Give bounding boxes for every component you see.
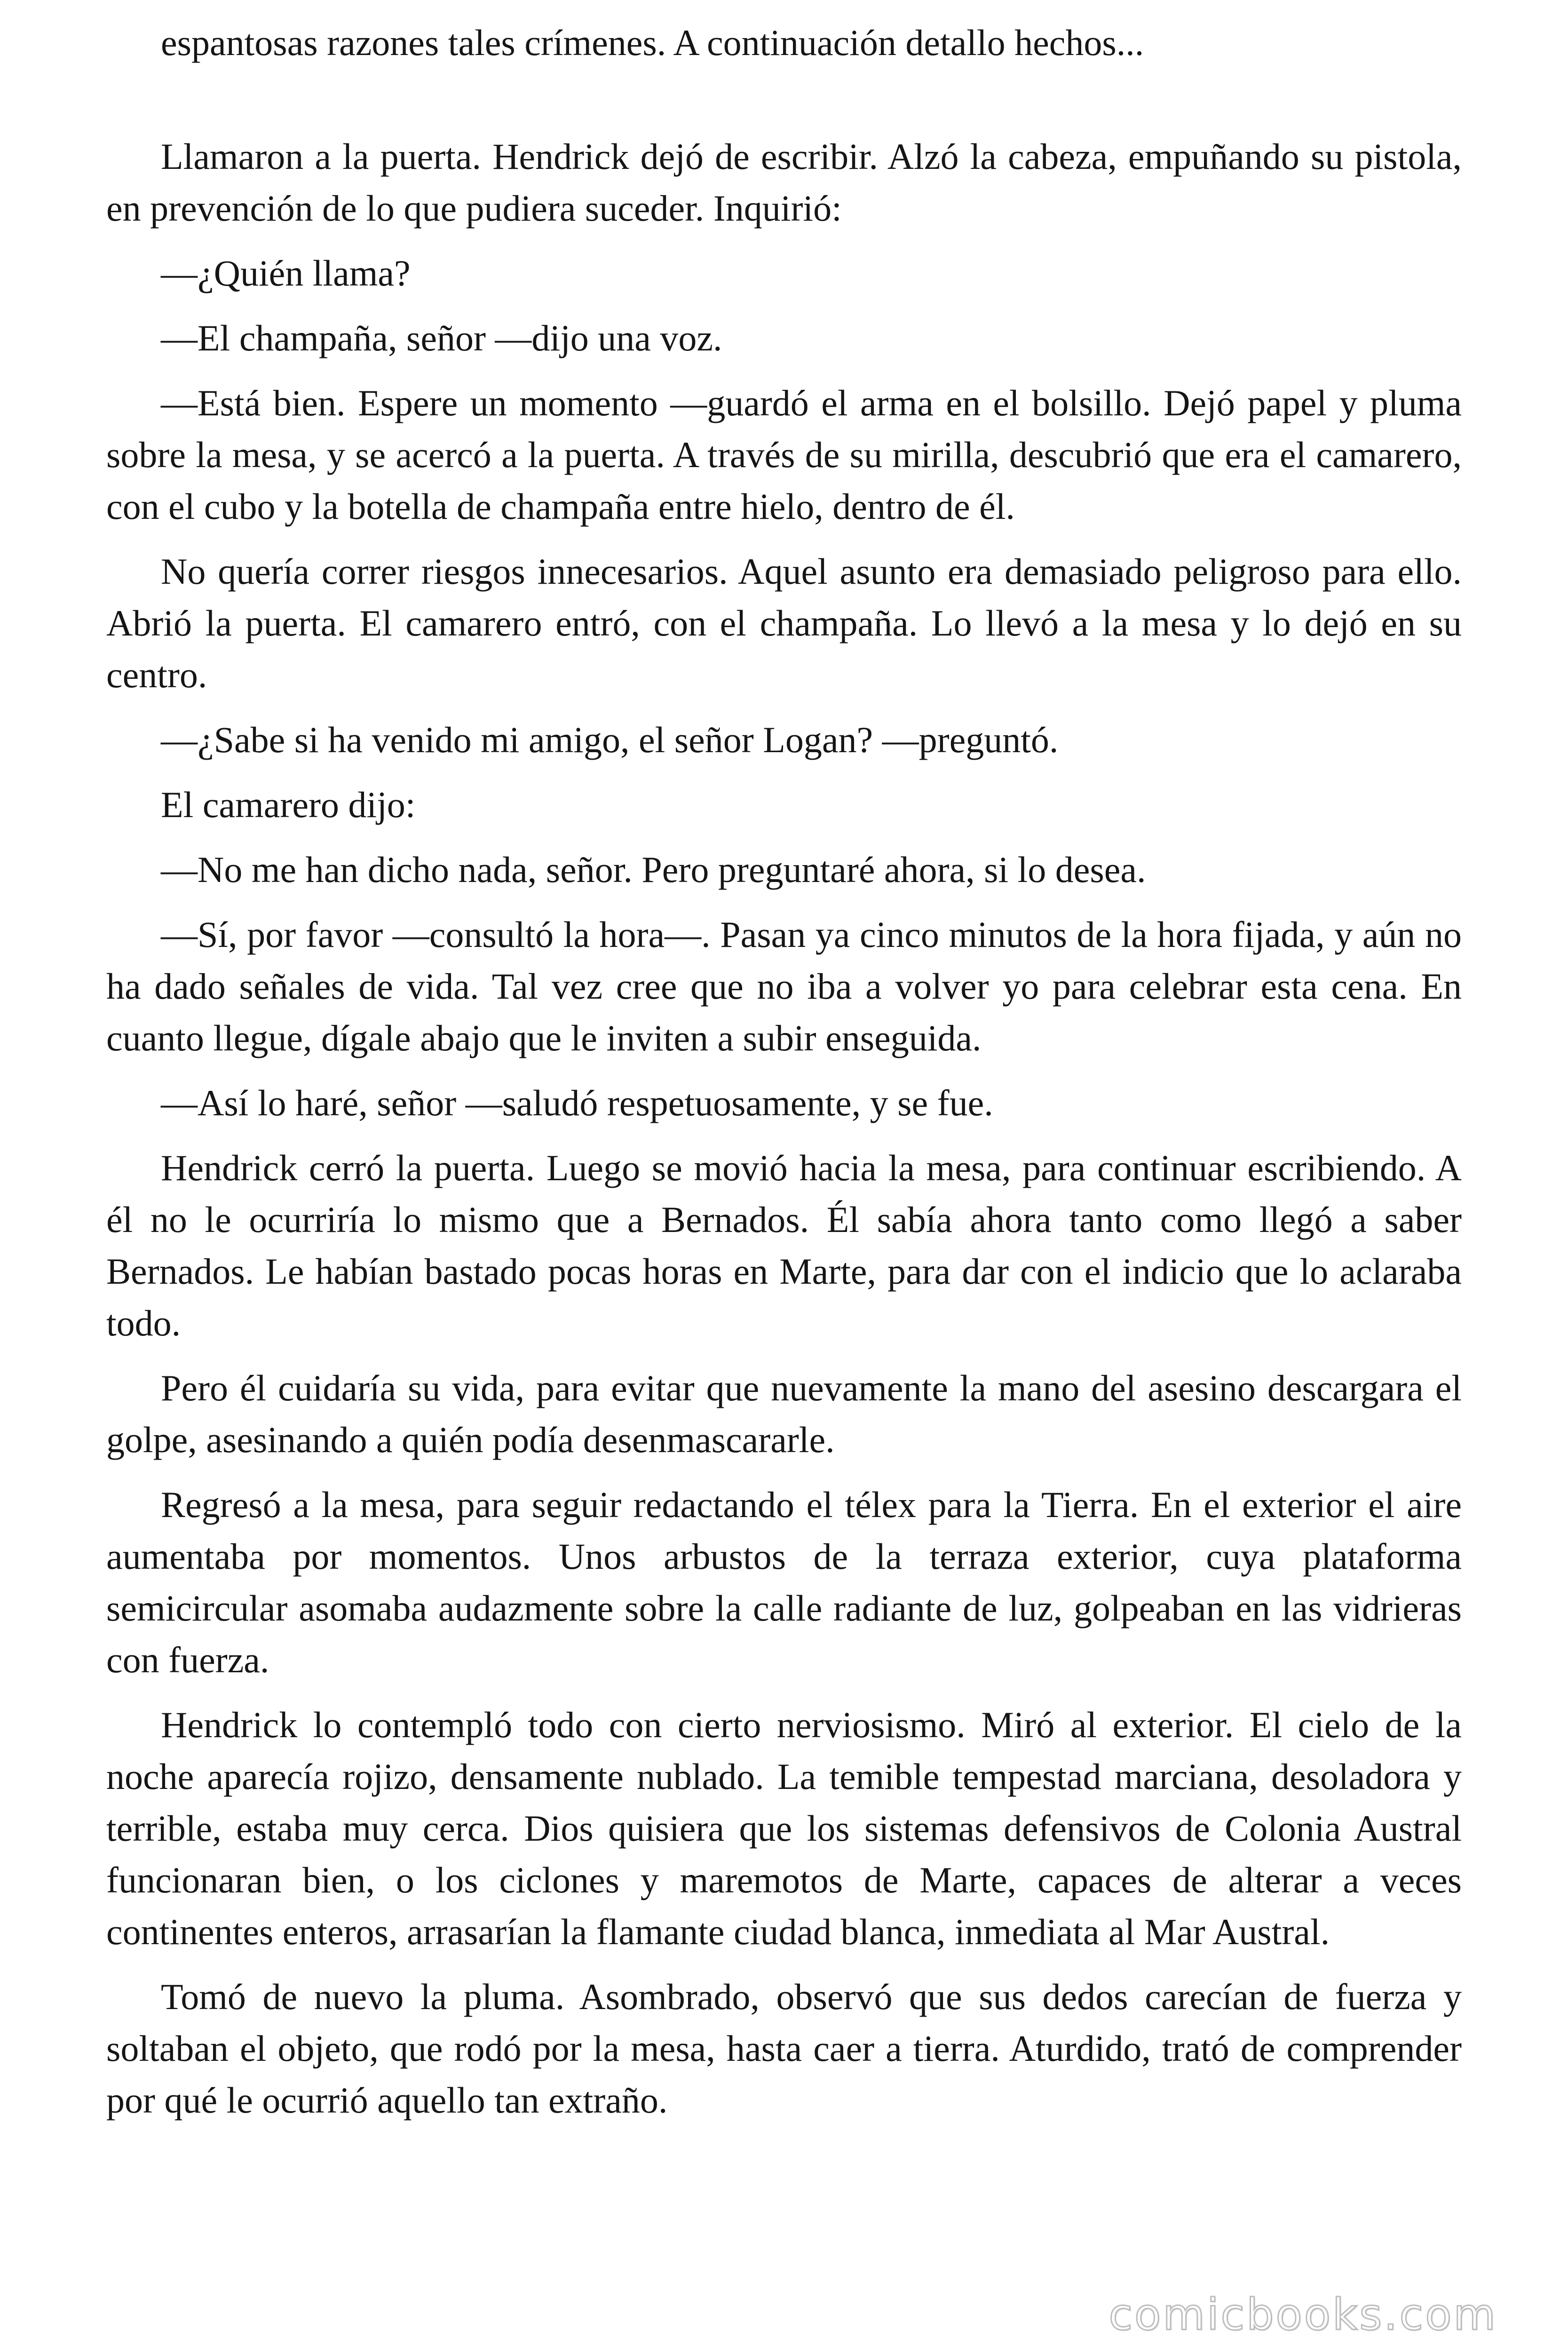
paragraph: El camarero dijo: xyxy=(161,784,416,825)
paragraph: —El champaña, señor —dijo una voz. xyxy=(161,318,722,358)
book-page-text xyxy=(106,17,1462,2139)
paragraph: Pero él cuidaría su vida, para evitar que nuevamente la mano del asesino descargara el golpe, asesinando a quién podía desenmascararle. xyxy=(106,1367,1462,1460)
paragraph: Hendrick cerró la puerta. Luego se movió hacia la mesa, para continuar escribiendo. A él no le ocurriría lo mismo que a Bernados. Él sabía ahora tanto como llegó a saber Bernados. Le habían bastado pocas horas en Marte, para dar con el indicio que lo aclaraba todo. xyxy=(106,1147,1462,1343)
paragraph: —¿Sabe si ha venido mi amigo, el señor Logan? —preguntó. xyxy=(161,719,1059,760)
paragraph: Regresó a la mesa, para seguir redactando el télex para la Tierra. En el exterior el aire aumentaba por momentos. Unos arbustos de la terraza exterior, cuya plataforma semicircular asomaba audazmente sobre la calle radiante de luz, golpeaban en las vidrieras con fuerza. xyxy=(106,1484,1462,1680)
paragraph: No quería correr riesgos innecesarios. Aquel asunto era demasiado peligroso para ello. Abrió la puerta. El camarero entró, con el champaña. Lo llevó a la mesa y lo dejó en su centro. xyxy=(106,551,1462,695)
paragraph: —No me han dicho nada, señor. Pero preguntaré ahora, si lo desea. xyxy=(161,849,1146,890)
paragraph: Llamaron a la puerta. Hendrick dejó de escribir. Alzó la cabeza, empuñando su pistola, en prevención de lo que pudiera suceder. Inquirió: xyxy=(106,136,1462,229)
paragraph: Tomó de nuevo la pluma. Asombrado, observó que sus dedos carecían de fuerza y soltaban el objeto, que rodó por la mesa, hasta caer a tierra. Aturdido, trató de comprender por qué le ocurrió aquello tan extraño. xyxy=(106,1976,1462,2121)
watermark: comicbooks.com xyxy=(1109,2289,1497,2340)
paragraph: espantosas razones tales crímenes. A continuación detallo hechos... xyxy=(161,22,1144,63)
paragraph: —Está bien. Espere un momento —guardó el arma en el bolsillo. Dejó papel y pluma sobre la mesa, y se acercó a la puerta. A través de su mirilla, descubrió que era el camarero, con el cubo y la botella de champaña entre hielo, dentro de él. xyxy=(106,382,1462,527)
paragraph: Hendrick lo contempló todo con cierto nerviosismo. Miró al exterior. El cielo de la noche aparecía rojizo, densamente nublado. La temible tempestad marciana, desoladora y terrible, estaba muy cerca. Dios quisiera que los sistemas defensivos de Colonia Austral funcionaran bien, o los ciclones y maremotos de Marte, capaces de alterar a veces continentes enteros, arrasarían la flamante ciudad blanca, inmediata al Mar Austral. xyxy=(106,1704,1462,1952)
paragraph: —Así lo haré, señor —saludó respetuosamente, y se fue. xyxy=(161,1082,993,1123)
paragraph: —¿Quién llama? xyxy=(161,253,411,294)
paragraph: —Sí, por favor —consultó la hora—. Pasan ya cinco minutos de la hora fijada, y aún no ha dado señales de vida. Tal vez cree que no iba a volver yo para celebrar esta cena. En cuanto llegue, dígale abajo que le inviten a subir enseguida. xyxy=(106,914,1462,1058)
